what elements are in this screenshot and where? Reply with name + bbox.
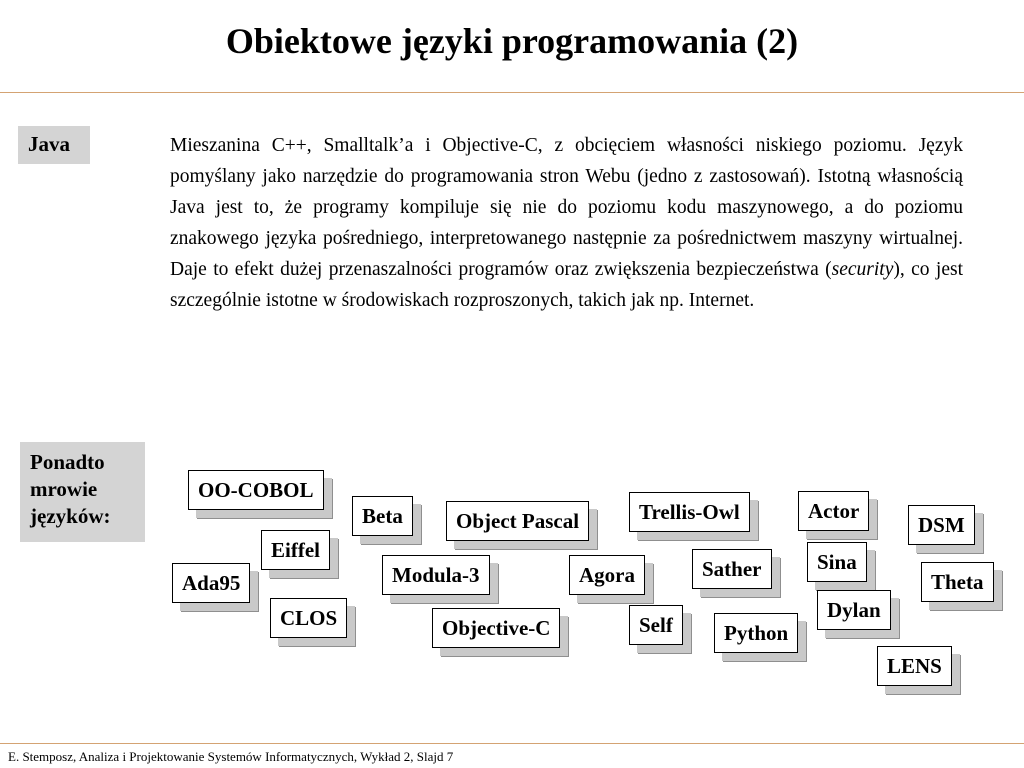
lang-sina: Sina: [807, 542, 867, 582]
footer-text: E. Stemposz, Analiza i Projektowanie Systemów Informatycznych, Wykład 2, Slajd 7: [8, 749, 454, 764]
java-description-italic: security: [831, 259, 894, 280]
lang-agora: Agora: [569, 555, 645, 595]
lang-eiffel: Eiffel: [261, 530, 330, 570]
lang-objective-c: Objective-C: [432, 608, 560, 648]
lang-modula-3: Modula-3: [382, 555, 490, 595]
lang-python: Python: [714, 613, 798, 653]
slide-title: Obiektowe języki programowania (2): [225, 21, 799, 61]
lang-theta: Theta: [921, 562, 994, 602]
more-languages-line3: języków:: [30, 504, 111, 528]
more-languages-label: [20, 442, 145, 542]
java-description-part2: ), co jest szczególnie istotne w środowiskach rozproszonych, takich jak np. Internet.: [170, 259, 963, 311]
footer-divider: [0, 743, 1024, 744]
title-divider: [0, 92, 1024, 93]
lang-beta: Beta: [352, 496, 413, 536]
more-languages-line2: mrowie: [30, 477, 98, 501]
lang-sather: Sather: [692, 549, 772, 589]
lang-clos: CLOS: [270, 598, 347, 638]
lang-actor: Actor: [798, 491, 869, 531]
lang-object-pascal: Object Pascal: [446, 501, 589, 541]
lang-oo-cobol: OO-COBOL: [188, 470, 324, 510]
java-description: [170, 130, 963, 316]
lang-trellis-owl: Trellis-Owl: [629, 492, 750, 532]
lang-dsm: DSM: [908, 505, 975, 545]
lang-lens: LENS: [877, 646, 952, 686]
lang-ada95: Ada95: [172, 563, 250, 603]
lang-self: Self: [629, 605, 683, 645]
java-label: Java: [18, 126, 90, 164]
more-languages-line1: Ponadto: [30, 450, 105, 474]
java-description-part1: Mieszanina C++, Smalltalk’a i Objective-C, z obcięciem własności niskiego poziomu. Język pomyślany jako narzędzie do programowania stron Webu (jedno z zastosowań). Istotną własnością Java jest to, że programy kompiluje się nie do poziomu kodu maszynowego, a do poziomu znakowego języka pośredniego, interpretowanego następnie za pośrednictwem maszyny wirtualnej. Daje to efekt dużej przenaszalności programów oraz zwiększenia bezpieczeństwa (: [170, 135, 963, 280]
lang-dylan: Dylan: [817, 590, 891, 630]
